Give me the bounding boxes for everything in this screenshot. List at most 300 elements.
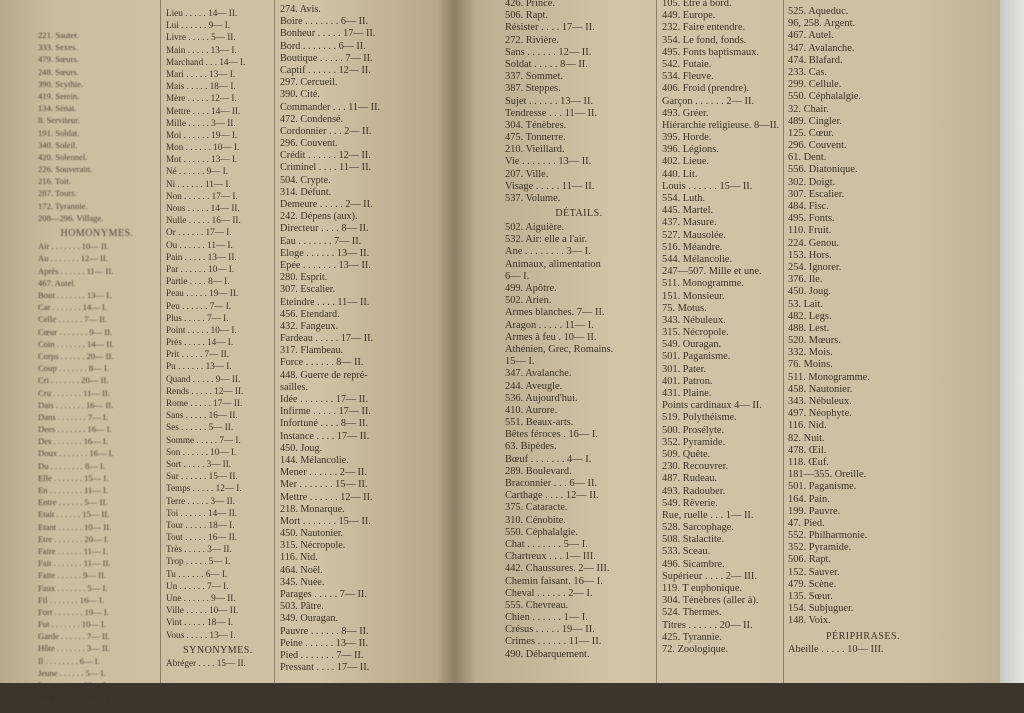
index-entry: Eloge . . . . . . 13— II.: [280, 247, 370, 259]
index-entry: 527. Mausolée.: [662, 229, 726, 241]
col2-bottom-list: [166, 658, 270, 670]
index-entry: Mettre . . . . . . 12— II.: [280, 491, 373, 503]
index-entry: Parages . . . . . 7— II.: [280, 589, 367, 600]
index-entry: 426. Prince.: [505, 0, 555, 9]
index-entry: Armes blanches. 7— II.: [505, 307, 605, 319]
index-entry: 315. Nécropole.: [662, 327, 729, 339]
index-entry: Hôte . . . . . . . 3— II.: [38, 643, 110, 654]
index-entry: 302. Doigt.: [788, 176, 836, 188]
col4-bottom-list: [505, 222, 653, 661]
index-entry: Une . . . . . . 9— II.: [166, 593, 236, 603]
index-entry: 274. Avis.: [280, 4, 321, 15]
index-entry: 497. Néophyte.: [788, 408, 852, 420]
index-entry: Par . . . . . . 10— I.: [166, 263, 235, 274]
index-entry: 125. Cœur.: [788, 127, 834, 139]
col1-bottom-list: [38, 241, 156, 704]
index-entry: Visage . . . . . 11— II.: [505, 180, 595, 192]
index-entry: 410. Aurore.: [505, 404, 558, 416]
index-entry: 340. Soleil.: [38, 139, 78, 150]
index-entry: 432. Fangeux.: [280, 320, 339, 332]
col6-bottom-list: [788, 644, 938, 656]
index-entry: 333. Sexes.: [38, 42, 78, 53]
index-entry: sailles.: [280, 381, 309, 393]
index-entry: 464. Noël.: [280, 564, 323, 576]
index-entry: 549. Ouragan.: [662, 339, 722, 351]
index-entry: 495. Fonts.: [788, 213, 835, 225]
index-entry: 315. Nécropole.: [280, 540, 346, 552]
index-entry: 181—355. Oreille.: [788, 469, 867, 481]
index-entry: Vous . . . . . 13— I.: [166, 629, 236, 640]
index-entry: 63. Bipèdes.: [505, 441, 557, 453]
index-entry: 549. Rêverie.: [662, 497, 718, 509]
index-entry: Infortuné . . . . 8— II.: [280, 418, 368, 430]
index-entry: 207. Ville.: [505, 168, 549, 180]
index-entry: Commander . . . 11— II.: [280, 101, 381, 113]
background-edge: [1000, 0, 1024, 683]
index-entry: 72. Zoologique.: [662, 643, 729, 655]
index-entry: 199. Pauvre.: [788, 505, 841, 517]
index-entry: Crimes . . . . . . 11— II.: [505, 636, 602, 648]
col3-list: [280, 4, 440, 674]
index-entry: 445. Martel.: [662, 205, 714, 217]
index-entry: 479. Scène.: [788, 578, 837, 590]
index-entry: 425. Tyrannie.: [662, 631, 722, 643]
index-entry: Dais . . . . . . . 16— II.: [38, 399, 114, 410]
index-entry: 110. Fruit.: [788, 225, 832, 237]
index-entry: Du . . . . . . . . 8— I.: [38, 460, 106, 471]
index-entry: 442. Chaussures. 2— III.: [505, 563, 610, 575]
index-entry: Chartreux . . . 1— III.: [505, 551, 596, 563]
index-entry: 544. Mélancolie.: [662, 253, 733, 265]
index-entry: 210. Vieillard.: [505, 144, 565, 156]
index-entry: 450. Joug.: [280, 442, 323, 454]
index-entry: 532. Air: elle a l'air.: [505, 234, 588, 246]
index-entry: Crésus . . . . . 19— II.: [505, 624, 595, 636]
index-entry: Garçon . . . . . . 2— II.: [662, 95, 755, 107]
index-entry: Ses . . . . . . 5— II.: [166, 422, 234, 433]
index-entry: Bout . . . . . . . 13— I.: [38, 290, 112, 301]
index-entry: Il . . . . . . . . 6— I.: [38, 655, 100, 666]
index-entry: Mener . . . . . . 2— II.: [280, 467, 367, 479]
index-entry: 134. Sénat.: [38, 103, 77, 114]
index-entry: Sur . . . . . . 15— II.: [166, 471, 238, 482]
index-entry: 496. Sicambre.: [662, 558, 725, 570]
index-entry: 396. Légions.: [662, 144, 719, 156]
index-entry: Pain . . . . . 13— II.: [166, 251, 237, 262]
index-entry: 233. Cas.: [788, 66, 827, 78]
index-entry: Lieu . . . . . 14— II.: [166, 8, 238, 18]
index-entry: Sort . . . . . 3— II.: [166, 458, 232, 469]
index-entry: 310. Cénobite.: [505, 514, 566, 526]
index-entry: Instance . . . . 17— II.: [280, 430, 370, 442]
index-entry: 154. Subjuguer.: [788, 603, 854, 615]
index-entry: 554. Luth.: [662, 193, 706, 204]
index-entry: 537. Volume.: [505, 193, 561, 204]
index-entry: 153. Hors.: [788, 249, 832, 261]
index-entry: Cru . . . . . . . 11— II.: [38, 387, 111, 398]
index-entry: 419. Serein.: [38, 90, 80, 101]
index-entry: 395. Horde.: [662, 132, 712, 144]
index-entry: 299. Cellule.: [788, 79, 842, 91]
index-entry: Coup . . . . . . . 8— I.: [38, 363, 109, 374]
index-entry: Hiérarchie religieuse. 8—II.: [662, 119, 780, 131]
index-entry: 105. Etre à bord.: [662, 0, 732, 9]
index-entry: 296. Couvent.: [280, 138, 338, 150]
index-entry: 500. Prosélyte.: [662, 424, 725, 436]
index-entry: 135. Sœur.: [788, 591, 833, 602]
index-entry: 289. Boulevard.: [505, 465, 572, 477]
index-entry: Tout . . . . . 16— II.: [166, 532, 238, 543]
index-entry: 552. Philharmonie.: [788, 530, 868, 542]
index-entry: 534. Fleuve.: [662, 71, 714, 83]
index-entry: 32. Chair.: [788, 103, 829, 115]
index-entry: Faite . . . . . . 9— II.: [38, 570, 107, 581]
index-entry: Nous . . . . . 14— II.: [166, 203, 240, 213]
index-entry: 487. Rudeau.: [662, 473, 718, 485]
index-entry: 244. Aveugle.: [505, 380, 563, 392]
index-entry: Garde . . . . . . 7— II.: [38, 631, 110, 642]
index-entry: Or . . . . . . 17— I.: [166, 227, 232, 238]
index-entry: 503. Pâtre.: [280, 601, 324, 613]
index-entry: Etait . . . . . . 15— II.: [38, 509, 110, 520]
index-entry: Faire . . . . . . 11— I.: [38, 545, 108, 556]
index-entry: Main . . . . . 13— I.: [166, 44, 237, 55]
index-entry: Son . . . . . . 10— I.: [166, 446, 237, 457]
index-entry: 475. Tonnerre.: [505, 132, 566, 144]
index-entry: 390. Cité.: [280, 89, 320, 101]
index-entry: 504. Crypte.: [280, 174, 331, 186]
index-entry: Vie . . . . . . . 13— II.: [505, 156, 592, 168]
index-entry: Mille . . . . . 3— II.: [166, 117, 236, 128]
index-entry: Toi . . . . . . 14— II.: [166, 507, 238, 518]
index-entry: Epée . . . . . . . 13— II.: [280, 259, 371, 271]
index-entry: 116. Nid.: [280, 552, 318, 564]
index-entry: 550. Céphalalgie.: [788, 91, 862, 103]
index-entry: Chemin faisant. 16— I.: [505, 575, 603, 587]
index-entry: 116. Nid.: [788, 420, 827, 432]
index-entry: Cheval . . . . . . 2— I.: [505, 587, 593, 599]
index-entry: Boire . . . . . . . 6— II.: [280, 16, 368, 28]
index-entry: Livre . . . . . 5— II.: [166, 32, 236, 43]
index-entry: Quand . . . . . 9— II.: [166, 373, 241, 384]
index-entry: Tour . . . . . 18— I.: [166, 519, 235, 530]
index-entry: 307. Escalier.: [280, 284, 336, 296]
index-entry: 144. Mélancolie.: [280, 454, 349, 466]
index-entry: 343. Nébuleux.: [662, 314, 726, 326]
index-entry: Ou . . . . . . 11— I.: [166, 239, 233, 250]
index-entry: 501. Paganisme.: [662, 351, 731, 363]
index-entry: Animaux, alimentation: [505, 258, 601, 270]
index-entry: 208—296. Village.: [38, 212, 104, 223]
index-entry: Cordonnier . . . 2— II.: [280, 125, 372, 137]
index-entry: Faux . . . . . . . 5— I.: [38, 582, 108, 593]
col5-list: [662, 0, 780, 656]
index-entry: 172. Tyrannie.: [38, 200, 88, 211]
index-entry: 528. Sarcophage.: [662, 522, 734, 534]
index-entry: Fort . . . . . . . 19— I.: [38, 606, 109, 617]
index-entry: Bœuf . . . . . . . 4— I.: [505, 453, 592, 465]
index-entry: Mari . . . . . 13— I.: [166, 68, 236, 79]
right-column-2: [662, 0, 780, 681]
index-entry: Bonheur . . . . . 17— II.: [280, 28, 376, 40]
index-entry: 76. Moins.: [788, 359, 833, 371]
index-entry: Des . . . . . . . 16— I.: [38, 436, 108, 447]
index-entry: 297. Cercueil.: [280, 77, 338, 89]
index-entry: Dees . . . . . . . 16— I.: [38, 424, 112, 435]
details-heading: DÉTAILS.: [555, 208, 603, 220]
index-entry: Abréger . . . . 15— II.: [166, 657, 246, 668]
index-entry: 119. T euphonique.: [662, 583, 743, 594]
index-entry: 349. Ouragan.: [280, 613, 338, 625]
index-entry: Braconnier . . . 6— II.: [505, 478, 598, 490]
index-entry: Criminel . . . . 11— II.: [280, 162, 372, 174]
index-entry: Mettre . . . . 14— II.: [166, 105, 241, 116]
column-rule: [783, 0, 784, 683]
index-entry: 467. Autel.: [38, 277, 76, 288]
index-entry: Fait . . . . . . . 11— II.: [38, 558, 111, 569]
left-column-3: [280, 4, 440, 687]
index-entry: 347. Avalanche.: [788, 42, 855, 54]
index-entry: 343. Nébuleux.: [788, 396, 852, 407]
index-entry: Ane . . . . . . . . 3— I.: [505, 246, 591, 258]
index-entry: 314. Défunt.: [280, 186, 332, 198]
index-entry: Point . . . . . 10— I.: [166, 324, 237, 335]
index-entry: Rue, ruelle . . . 1— II.: [662, 509, 754, 521]
index-entry: 488. Lest.: [788, 322, 830, 334]
index-entry: Lui . . . . . . 9— I.: [166, 20, 231, 31]
index-entry: 550. Céphalalgie.: [505, 526, 579, 538]
index-entry: 536. Aujourd'hui.: [505, 392, 578, 404]
col1-top-list: [38, 30, 156, 225]
index-entry: Jeune . . . . . . 5— I.: [38, 667, 106, 678]
index-entry: 519. Polythéisme.: [662, 412, 737, 424]
index-entry: Celle . . . . . . 7— II.: [38, 314, 107, 325]
index-entry: 555. Chevreau.: [505, 599, 569, 611]
index-entry: 520. Mœurs.: [788, 335, 841, 347]
index-entry: Points cardinaux 4— II.: [662, 400, 762, 412]
index-entry: Corps . . . . . . 20— II.: [38, 350, 114, 361]
index-entry: 304. Ténèbres.: [505, 119, 567, 131]
index-entry: 502. Aiguière.: [505, 222, 565, 234]
index-entry: 8. Serviteur.: [38, 115, 80, 126]
index-entry: Près . . . . . 14— I.: [166, 337, 234, 348]
index-entry: 509. Quête.: [662, 448, 711, 460]
index-entry: 511. Monogramme.: [788, 371, 870, 383]
index-entry: Pauvre . . . . . . 8— II.: [280, 625, 369, 637]
index-entry: 221. Sauter.: [38, 30, 79, 40]
index-entry: Peine . . . . . . 13— II.: [280, 637, 368, 649]
index-entry: Vint . . . . . 18— I.: [166, 617, 234, 628]
index-entry: 304. Ténèbres (aller à).: [662, 595, 759, 607]
index-entry: Chien . . . . . . 1— I.: [505, 612, 588, 624]
index-entry: 506. Rapt.: [788, 554, 832, 566]
index-entry: Peu . . . . . . 7— I.: [166, 300, 232, 311]
index-entry: 482. Legs.: [788, 310, 832, 322]
index-entry: Sans . . . . . . 12— II.: [505, 46, 592, 58]
index-entry: Aragon . . . . . 11— I.: [505, 319, 594, 331]
index-entry: Trop . . . . . 5— I.: [166, 556, 231, 567]
index-entry: 317. Flambeau.: [280, 345, 344, 357]
index-entry: 307. Escalier.: [788, 188, 845, 200]
index-entry: Fil . . . . . . . 16— I.: [38, 594, 105, 605]
index-entry: Ni . . . . . . 11— I.: [166, 178, 231, 189]
index-entry: Mère . . . . . 12— I.: [166, 93, 237, 104]
index-entry: Cœur . . . . . . . 9— II.: [38, 326, 113, 337]
index-entry: 15— I.: [505, 356, 535, 368]
left-column-2: [166, 8, 270, 691]
homonymes-heading: HOMONYMES.: [60, 228, 134, 239]
index-entry: Air . . . . . . . 10— II.: [38, 241, 109, 252]
col4-top-list: [505, 0, 653, 205]
index-entry: 490. Débarquement.: [505, 648, 590, 660]
index-entry: Titres . . . . . . 20— II.: [662, 619, 753, 631]
index-entry: 506. Rapt.: [505, 10, 549, 22]
index-entry: La . . . . . . . . 12— I.: [38, 680, 108, 691]
index-entry: 242. Dépens (aux).: [280, 211, 358, 223]
index-entry: Terre . . . . . 3— II.: [166, 495, 236, 506]
index-entry: Bord . . . . . . . 6— II.: [280, 40, 366, 52]
index-entry: Etre . . . . . . . 20— I.: [38, 533, 109, 544]
index-entry: Somme . . . . . 7— I.: [166, 434, 241, 445]
index-entry: Mon . . . . . . 10— I.: [166, 142, 240, 153]
index-entry: 216. Toit.: [38, 176, 71, 187]
index-entry: 450. Joug.: [788, 286, 832, 298]
index-entry: Louis . . . . . . 15— II.: [662, 180, 753, 192]
index-entry: 472. Condensé.: [280, 113, 344, 125]
index-entry: Soldat . . . . . 8— II.: [505, 58, 588, 70]
index-entry: Pu . . . . . . 13— I.: [166, 361, 232, 372]
index-entry: 152. Sauver.: [788, 566, 840, 578]
index-entry: 437. Masure.: [662, 217, 717, 229]
index-entry: Idée . . . . . . . 17— II.: [280, 394, 368, 405]
index-entry: Supérieur . . . . 2— III.: [662, 570, 757, 582]
index-entry: 61. Dent.: [788, 152, 827, 164]
index-entry: Prit . . . . . 7— II.: [166, 349, 230, 360]
col6-top-list: [788, 6, 938, 628]
synonymes-heading: SYNONYMES.: [183, 644, 253, 656]
right-column-1: [505, 0, 653, 681]
index-entry: Ville . . . . . 10— II.: [166, 605, 239, 616]
index-entry: 402. Lieue.: [662, 156, 710, 168]
index-entry: 467. Autel.: [788, 30, 834, 42]
index-entry: Eteindre . . . . 11— II.: [280, 296, 370, 308]
index-entry: 448. Guerre de repré-: [280, 369, 368, 381]
index-entry: 352. Pyramide.: [662, 436, 726, 448]
index-entry: 218. Monarque.: [280, 503, 345, 515]
index-entry: 6— I.: [505, 270, 530, 282]
index-entry: Marchand . . . 14— I.: [166, 56, 246, 67]
index-entry: 332. Mois.: [788, 347, 833, 359]
index-entry: Athénien, Grec, Romains.: [505, 343, 614, 355]
index-entry: Crédit . . . . . . 12— II.: [280, 150, 371, 162]
index-entry: 191. Soldat.: [38, 127, 80, 138]
index-entry: 376. Ile.: [788, 274, 823, 286]
index-entry: Bêtes féroces . 16— I.: [505, 429, 598, 441]
col2-top-list: [166, 8, 270, 642]
index-entry: Demeure . . . . . 2— II.: [280, 199, 373, 210]
index-entry: Mot . . . . . . 13— I.: [166, 154, 238, 165]
index-entry: Résister . . . . 17— II.: [505, 22, 595, 34]
index-entry: 533. Sceau.: [662, 546, 711, 558]
index-entry: Armes à feu . 10— II.: [505, 331, 597, 343]
column-rule: [160, 0, 161, 683]
index-entry: 352. Pyramide.: [788, 542, 852, 554]
index-entry: Leur . . . . . . . 17— I.: [38, 692, 111, 703]
index-entry: 502. Arien.: [505, 295, 552, 307]
left-page: [0, 0, 455, 703]
index-entry: Mais . . . . . 18— I.: [166, 81, 236, 92]
index-entry: Chat . . . . . . . 5— I.: [505, 538, 588, 550]
index-entry: 390. Scythie.: [38, 78, 84, 89]
index-entry: 337. Sommet.: [505, 71, 564, 83]
periphrases-heading: PÉRIPHRASES.: [825, 630, 901, 642]
index-entry: 440. Lit.: [662, 168, 698, 180]
index-entry: Mer . . . . . . . 15— II.: [280, 479, 368, 491]
index-entry: 53. Lait.: [788, 298, 823, 310]
column-rule: [656, 0, 657, 683]
index-entry: 96, 258. Argent.: [788, 18, 856, 30]
index-entry: 484. Fisc.: [788, 201, 829, 212]
index-entry: Mort . . . . . . . 15— II.: [280, 515, 371, 527]
right-column-3: [788, 6, 938, 689]
index-entry: Un . . . . . . 7— I.: [166, 580, 229, 591]
index-entry: Très . . . . . 3— II.: [166, 544, 232, 555]
index-entry: Après . . . . . . 11— II.: [38, 265, 114, 276]
index-entry: 226. Souverain.: [38, 164, 93, 175]
index-entry: Rends . . . . . 12— II.: [166, 385, 244, 396]
index-entry: 456. Etendard.: [280, 308, 340, 320]
index-entry: 542. Futaie.: [662, 58, 712, 70]
index-entry: 151. Monsieur.: [662, 290, 725, 302]
index-entry: 474. Blafard.: [788, 54, 843, 66]
index-entry: 224. Genou.: [788, 237, 840, 249]
index-entry: 387. Steppes.: [505, 83, 561, 95]
index-entry: 232. Faire entendre.: [662, 22, 746, 34]
index-entry: 354. Le fond, fonds.: [662, 34, 747, 46]
index-entry: Tu . . . . . . 6— I.: [166, 568, 228, 579]
index-entry: Captif . . . . . . 12— II.: [280, 64, 371, 76]
index-entry: Partie . . . . 8— I.: [166, 276, 230, 287]
index-entry: Boutique . . . . . 7— II.: [280, 52, 373, 64]
index-entry: 458. Nautonier.: [788, 383, 853, 395]
index-entry: Fut . . . . . . . 10— I.: [38, 619, 107, 630]
index-entry: 254. Ignorer.: [788, 261, 842, 273]
left-column-1: [38, 30, 156, 713]
index-entry: Tendresse . . . 11— II.: [505, 107, 598, 119]
index-entry: Plus . . . . . 7— I.: [166, 312, 229, 323]
index-entry: 375. Cataracte.: [505, 502, 568, 514]
index-entry: Car . . . . . . . 14— I.: [38, 302, 107, 313]
index-entry: 406. Froid (prendre).: [662, 83, 750, 95]
index-entry: Rome . . . . . 17— II.: [166, 398, 243, 408]
index-entry: Nulle . . . . . 16— II.: [166, 215, 241, 226]
index-entry: Sans . . . . . 16— II.: [166, 410, 238, 421]
index-entry: Peau . . . . . 19— II.: [166, 288, 239, 299]
index-entry: 75. Motus.: [662, 302, 707, 314]
index-entry: Infirme . . . . . 17— II.: [280, 406, 371, 418]
index-entry: 493. Radouber.: [662, 485, 726, 497]
index-entry: 401. Patron.: [662, 375, 713, 387]
index-entry: Etant . . . . . . 10— II.: [38, 521, 112, 532]
index-entry: Eau . . . . . . . 7— II.: [280, 235, 362, 247]
index-entry: 495. Fonts baptismaux.: [662, 46, 759, 58]
index-entry: Elle . . . . . . . 15— I.: [38, 472, 109, 483]
index-entry: Abeille . . . . . 10— III.: [788, 643, 884, 655]
index-entry: 296. Couvent.: [788, 140, 847, 152]
index-entry: Directeur . . . . 8— II.: [280, 223, 369, 235]
index-entry: 551. Beaux-arts.: [505, 417, 574, 429]
index-entry: Coin . . . . . . . 14— II.: [38, 338, 115, 349]
